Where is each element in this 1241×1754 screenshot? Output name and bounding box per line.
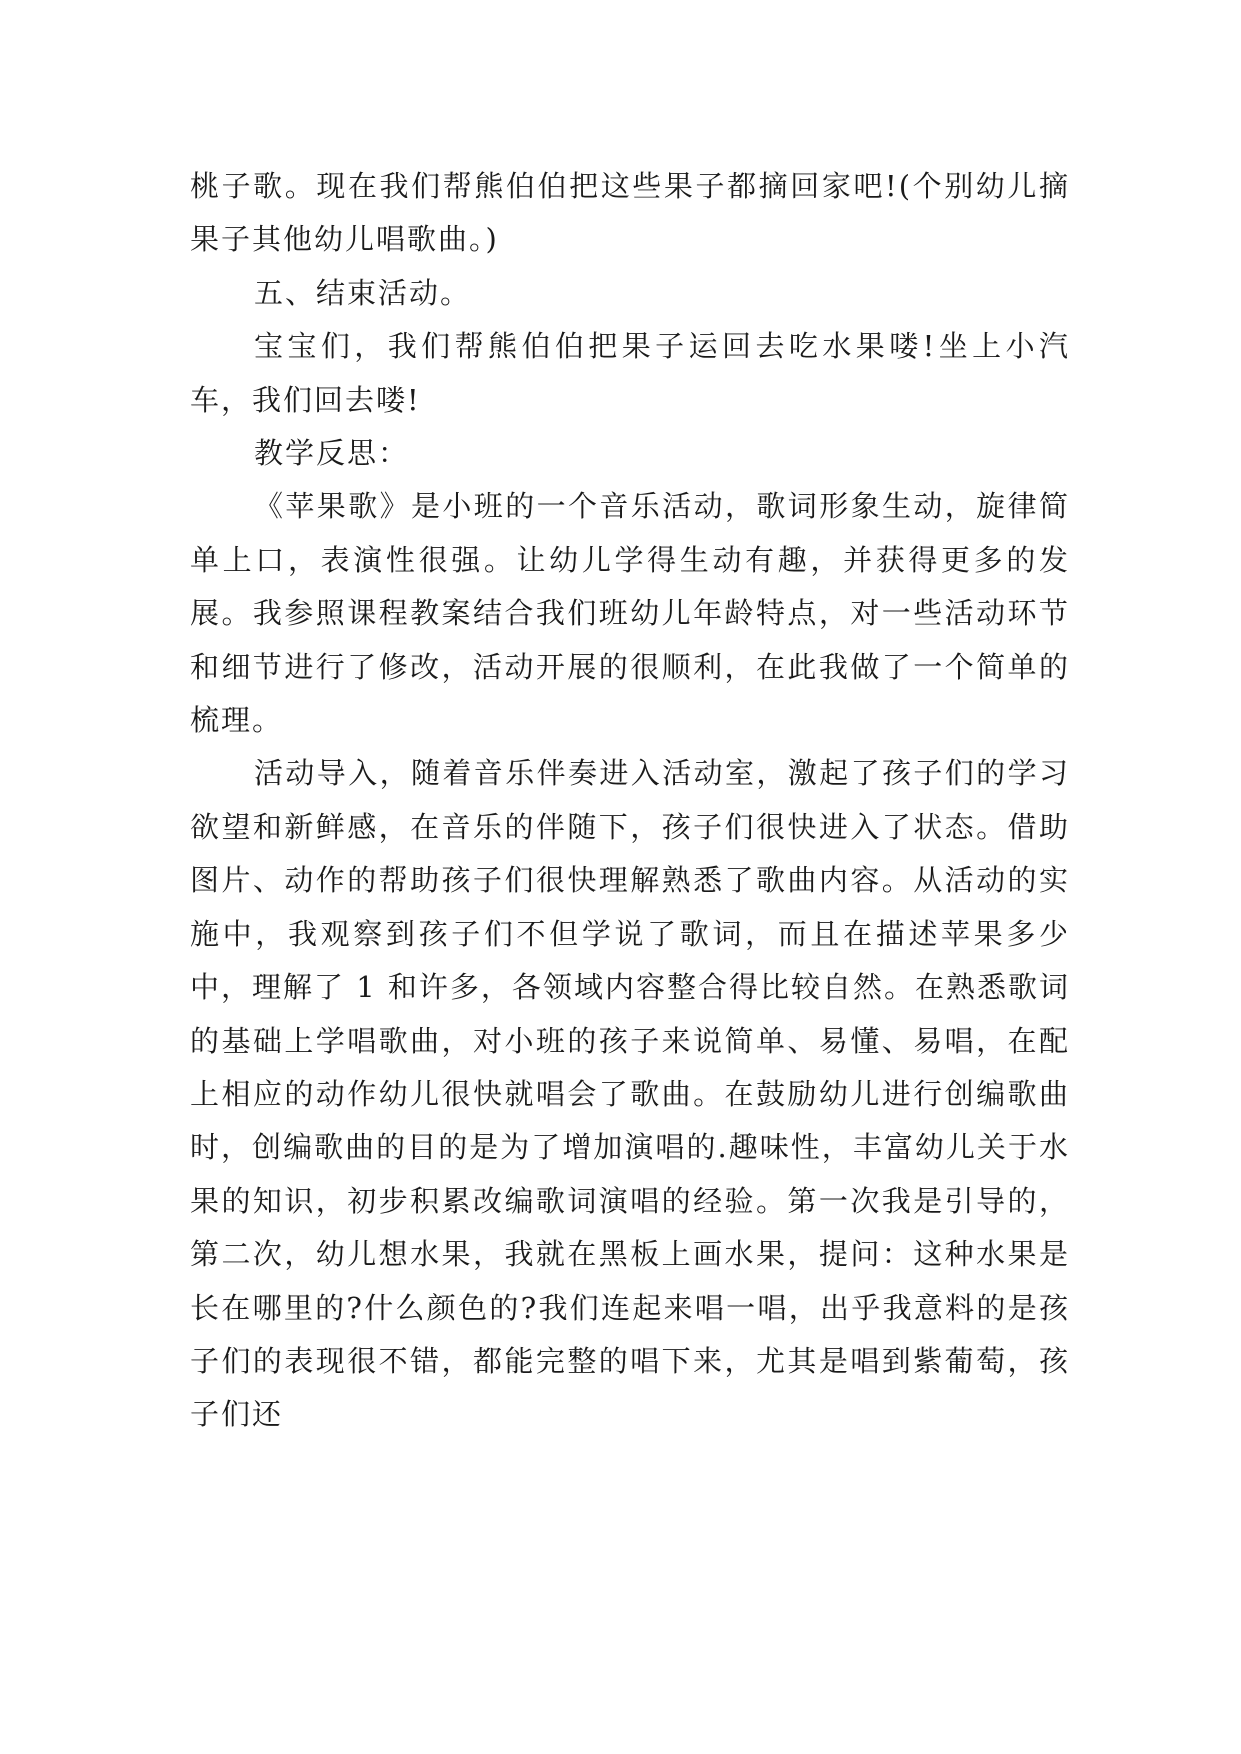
paragraph-reflection-heading: 教学反思： bbox=[254, 436, 410, 471]
paragraph-section-heading: 五、结束活动。 bbox=[254, 275, 472, 310]
document-body bbox=[190, 160, 1070, 1442]
paragraph-reflection-intro: 《苹果歌》是小班的一个音乐活动，歌词形象生动，旋律简单上口，表演性很强。让幼儿学得生动有趣，并获得更多的发展。我参照课程教案结合我们班幼儿年龄特点，对一些活动环节和细节进行了修改，活动开展的很顺利，在此我做了一个简单的梳理。 bbox=[190, 489, 1070, 738]
paragraph-closing-words: 宝宝们，我们帮熊伯伯把果子运回去吃水果喽!坐上小汽车，我们回去喽! bbox=[190, 329, 1070, 417]
paragraph-reflection-body: 活动导入，随着音乐伴奏进入活动室，激起了孩子们的学习欲望和新鲜感，在音乐的伴随下，孩子们很快进入了状态。借助图片、动作的帮助孩子们很快理解熟悉了歌曲内容。从活动的实施中，我观察到孩子们不但学说了歌词，而且在描述苹果多少中，理解了 1 和许多，各领域内容整合得比较自然。在熟悉歌词的基础上学唱歌曲，对小班的孩子来说简单、易懂、易唱，在配上相应的动作幼儿很快就唱会了歌曲。在鼓励幼儿进行创编歌曲时，创编歌曲的目的是为了增加演唱的.趣味性，丰富幼儿关于水果的知识，初步积累改编歌词演唱的经验。第一次我是引导的，第二次，幼儿想水果，我就在黑板上画水果，提问：这种水果是长在哪里的?什么颜色的?我们连起来唱一唱，出乎我意料的是孩子们的表现很不错，都能完整的唱下来，尤其是唱到紫葡萄，孩子们还 bbox=[190, 756, 1070, 1432]
paragraph-continuation: 桃子歌。现在我们帮熊伯伯把这些果子都摘回家吧!(个别幼儿摘果子其他幼儿唱歌曲。) bbox=[190, 169, 1070, 257]
